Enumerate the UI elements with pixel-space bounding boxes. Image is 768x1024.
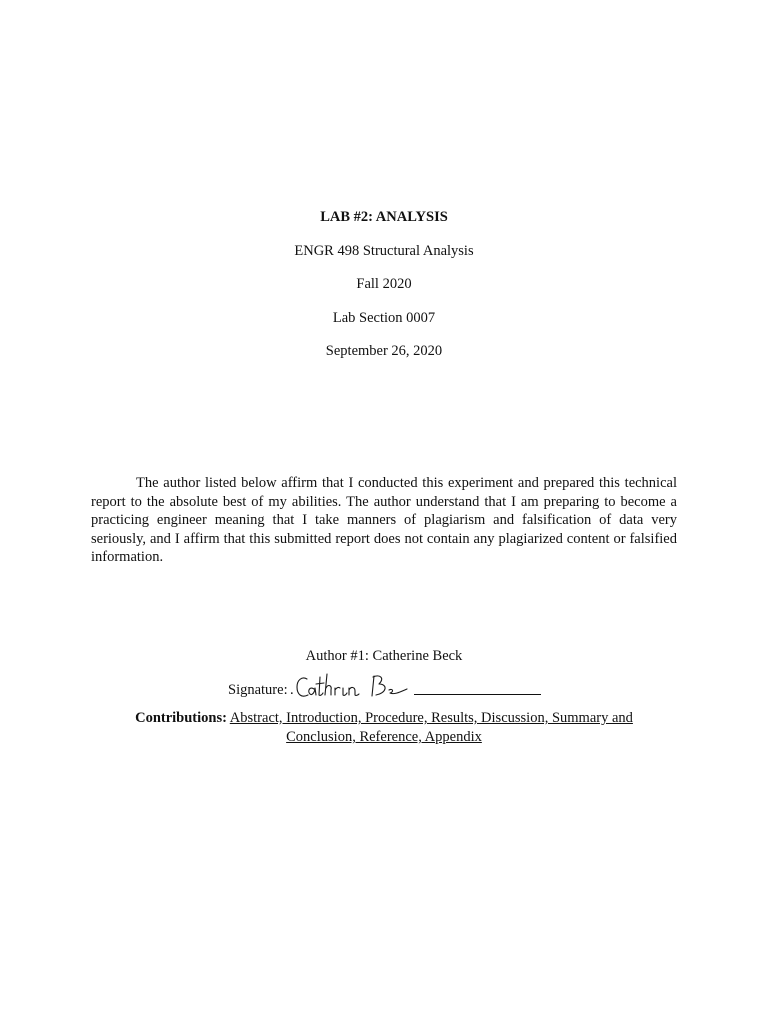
report-date: September 26, 2020: [325, 343, 443, 359]
contributions-text: Abstract, Introduction, Procedure, Results, Discussion, Summary and Conclusion, Reference, Appendix: [229, 710, 633, 745]
signature-dot: .: [290, 682, 294, 698]
term: Fall 2020: [356, 276, 412, 292]
contributions-label: Contributions:: [135, 710, 227, 726]
contributions: [120, 709, 648, 747]
signature-label: Signature:: [228, 682, 288, 698]
course-name: ENGR 498 Structural Analysis: [294, 243, 474, 259]
signature-underline: [414, 694, 541, 695]
signature-row: [0, 677, 768, 701]
author-line: Author #1: Catherine Beck: [305, 648, 463, 664]
report-title: LAB #2: ANALYSIS: [320, 209, 448, 225]
affirmation-paragraph: The author listed below affirm that I conducted this experiment and prepared this technical report to the absolute best of my abilities. The author understand that I am preparing to become a practicing engineer meaning that I take manners of plagiarism and falsification of data very seriously, and I affirm that this submitted report does not contain any plagiarized content or falsified information.: [91, 475, 677, 565]
handwritten-signature: [294, 671, 410, 703]
lab-section: Lab Section 0007: [332, 310, 436, 326]
